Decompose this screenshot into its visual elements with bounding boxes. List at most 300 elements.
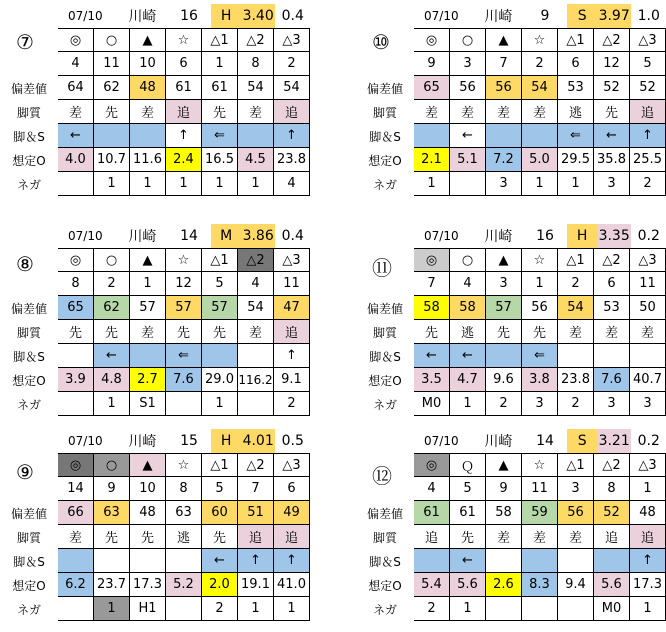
cell-nums: 5 [202, 477, 238, 501]
cell-leg: ↑ [274, 344, 310, 368]
row-label-dev: 偏差値 [10, 506, 47, 521]
cell-nums: 3 [558, 477, 594, 501]
row-label-dev: 偏差値 [366, 301, 403, 316]
cell-nums: 6 [274, 477, 310, 501]
race-date: 07/10 [68, 434, 103, 448]
cell-odds: 5.0 [522, 148, 558, 172]
cell-nums: 9 [486, 477, 522, 501]
row-label-dev: 偏差値 [366, 81, 403, 96]
row-label-nega: ネガ [372, 602, 397, 617]
entry-count: 15 [180, 433, 198, 449]
cell-nums: 7 [414, 272, 450, 296]
cell-nega: 1 [450, 392, 486, 416]
cell-marks: △2 [238, 248, 274, 272]
cell-marks: ▲ [486, 28, 522, 52]
cell-style: 差 [486, 100, 522, 124]
cell-dev: 62 [94, 76, 130, 100]
cell-nega [486, 597, 522, 621]
cell-dev: 51 [238, 501, 274, 525]
race-number: ⑩ [372, 30, 390, 54]
race-grade: H [211, 4, 240, 28]
row-label-dev: 偏差値 [10, 81, 47, 96]
cell-marks: ▲ [130, 453, 166, 477]
cell-dev: 60 [202, 501, 238, 525]
cell-dev: 57 [166, 296, 202, 320]
race-track: 川崎 [484, 229, 513, 245]
cell-nega: 1 [94, 597, 130, 621]
cell-marks: ▲ [130, 28, 166, 52]
cell-leg [130, 344, 166, 368]
cell-nega: M0 [594, 597, 630, 621]
race-date: 07/10 [68, 9, 103, 23]
cell-nega: S1 [130, 392, 166, 416]
row-marks [356, 248, 666, 272]
cell-marks: ▲ [130, 248, 166, 272]
cell-nega: 3 [522, 392, 558, 416]
cell-style: 追 [274, 100, 310, 124]
cell-nums: 4 [450, 272, 486, 296]
cell-marks: △3 [274, 248, 310, 272]
cell-dev: 54 [238, 76, 274, 100]
row-label-nums [356, 52, 414, 76]
cell-dev: 48 [630, 501, 666, 525]
race-date: 07/10 [424, 229, 459, 243]
cell-dev: 54 [238, 296, 274, 320]
race-ratio: 0.5 [281, 433, 304, 449]
cell-leg [486, 124, 522, 148]
row-odds [0, 148, 310, 172]
cell-odds: 7.6 [594, 368, 630, 392]
cell-dev: 61 [450, 501, 486, 525]
race-number: ⑧ [16, 252, 34, 276]
cell-leg [486, 549, 522, 573]
row-dev [0, 501, 310, 525]
cell-dev: 52 [594, 501, 630, 525]
cell-odds: 29.0 [202, 368, 238, 392]
cell-style: 差 [58, 100, 94, 124]
cell-odds: 2.6 [486, 573, 522, 597]
race-score: 3.35 [597, 224, 632, 248]
cell-style: 逃 [558, 100, 594, 124]
cell-marks: ☆ [522, 248, 558, 272]
race-grade: S [567, 429, 596, 453]
cell-nega [166, 597, 202, 621]
cell-nega [450, 172, 486, 196]
cell-odds: 4.8 [94, 368, 130, 392]
cell-nega [58, 392, 94, 416]
cell-marks: ◎ [414, 28, 450, 52]
row-label-nega: ネガ [372, 177, 397, 192]
cell-style: 差 [558, 525, 594, 549]
cell-leg [522, 549, 558, 573]
cell-style: 先 [202, 525, 238, 549]
row-leg [0, 344, 310, 368]
cell-nums: 11 [94, 52, 130, 76]
cell-nums: 10 [130, 52, 166, 76]
cell-nums: 8 [238, 52, 274, 76]
row-style [356, 525, 666, 549]
cell-dev: 56 [558, 501, 594, 525]
cell-dev: 49 [274, 501, 310, 525]
cell-marks: ☆ [166, 28, 202, 52]
row-dev [0, 76, 310, 100]
cell-marks: △3 [630, 248, 666, 272]
cell-nega [522, 597, 558, 621]
cell-style: 先 [202, 320, 238, 344]
cell-nega: 1 [94, 172, 130, 196]
cell-leg [58, 549, 94, 573]
race-header [0, 429, 310, 453]
cell-style: 先 [94, 100, 130, 124]
cell-leg [238, 124, 274, 148]
cell-odds: 35.8 [594, 148, 630, 172]
cell-nums: 11 [630, 272, 666, 296]
cell-odds: 11.6 [130, 148, 166, 172]
row-label-odds: 想定O [12, 373, 46, 388]
cell-style: 先 [58, 320, 94, 344]
cell-marks: △1 [202, 248, 238, 272]
row-marks [356, 28, 666, 52]
cell-odds: 25.5 [630, 148, 666, 172]
row-leg [0, 124, 310, 148]
row-dev [356, 501, 666, 525]
cell-nega: 2 [202, 597, 238, 621]
cell-nums: 1 [202, 52, 238, 76]
cell-dev: 57 [202, 296, 238, 320]
race-grade: S [567, 4, 596, 28]
row-nega [356, 392, 666, 416]
cell-nums: 6 [558, 52, 594, 76]
race-score: 4.01 [241, 429, 276, 453]
row-style [356, 100, 666, 124]
race-track: 川崎 [128, 229, 157, 245]
row-nums [0, 477, 310, 501]
race-ratio: 0.4 [281, 8, 304, 24]
race-score: 3.21 [597, 429, 632, 453]
cell-leg [558, 344, 594, 368]
cell-nums: 1 [630, 477, 666, 501]
cell-odds: 3.8 [522, 368, 558, 392]
cell-dev: 66 [58, 501, 94, 525]
row-label-odds: 想定O [12, 153, 46, 168]
cell-odds: 9.4 [558, 573, 594, 597]
cell-nums: 5 [630, 52, 666, 76]
cell-nums: 7 [486, 52, 522, 76]
row-label-nega: ネガ [16, 602, 41, 617]
cell-leg: ← [450, 549, 486, 573]
cell-odds: 4.5 [238, 148, 274, 172]
cell-odds: 19.1 [238, 573, 274, 597]
cell-marks: △3 [274, 28, 310, 52]
cell-style: 先 [594, 100, 630, 124]
cell-marks: ○ [94, 28, 130, 52]
cell-nega: 1 [238, 597, 274, 621]
cell-nums: 9 [94, 477, 130, 501]
row-label-nega: ネガ [372, 397, 397, 412]
cell-leg: ↑ [274, 124, 310, 148]
cell-nums: 4 [58, 52, 94, 76]
cell-odds: 116.2 [238, 368, 274, 392]
cell-nums: 2 [274, 52, 310, 76]
cell-nums: 12 [594, 52, 630, 76]
cell-marks: ▲ [486, 453, 522, 477]
cell-nega: 1 [202, 392, 238, 416]
cell-nums: 3 [450, 52, 486, 76]
cell-nega: 2 [414, 597, 450, 621]
row-label-dev: 偏差値 [10, 301, 47, 316]
row-label-dev: 偏差値 [366, 506, 403, 521]
row-marks [0, 453, 310, 477]
cell-style: 先 [94, 320, 130, 344]
cell-marks: △1 [558, 453, 594, 477]
cell-style: 追 [274, 320, 310, 344]
cell-odds: 3.9 [58, 368, 94, 392]
row-dev [356, 76, 666, 100]
cell-odds: 2.4 [166, 148, 202, 172]
race-ratio: 1.0 [637, 8, 660, 24]
cell-leg [130, 124, 166, 148]
cell-style: 追 [238, 525, 274, 549]
cell-style: 先 [414, 320, 450, 344]
cell-dev: 48 [130, 76, 166, 100]
row-nega [356, 172, 666, 196]
race-number: ⑨ [16, 460, 34, 484]
cell-leg: ⇐ [166, 344, 202, 368]
row-label-style: 脚質 [16, 325, 41, 340]
cell-nega: 4 [274, 172, 310, 196]
row-label-style: 脚質 [16, 530, 41, 545]
cell-dev: 47 [274, 296, 310, 320]
cell-nega: 3 [630, 392, 666, 416]
cell-nums: 11 [522, 477, 558, 501]
cell-dev: 58 [414, 296, 450, 320]
race-header [0, 4, 310, 28]
row-label-style: 脚質 [372, 105, 397, 120]
cell-marks: ☆ [522, 28, 558, 52]
cell-odds: 5.6 [594, 573, 630, 597]
cell-odds: 10.7 [94, 148, 130, 172]
cell-odds: 40.7 [630, 368, 666, 392]
cell-dev: 54 [558, 296, 594, 320]
cell-nega: 1 [450, 597, 486, 621]
entry-count: 9 [540, 8, 550, 24]
cell-nums: 10 [130, 477, 166, 501]
cell-odds: 7.2 [486, 148, 522, 172]
cell-dev: 58 [486, 501, 522, 525]
race-panel-r7 [0, 4, 310, 196]
cell-nega [166, 392, 202, 416]
cell-leg [94, 124, 130, 148]
cell-dev: 59 [522, 501, 558, 525]
cell-leg [238, 344, 274, 368]
cell-dev: 64 [58, 76, 94, 100]
cell-odds: 4.7 [450, 368, 486, 392]
cell-dev: 57 [486, 296, 522, 320]
cell-leg: ← [414, 344, 450, 368]
cell-marks: △3 [274, 453, 310, 477]
cell-style: 差 [558, 320, 594, 344]
row-nums [0, 272, 310, 296]
cell-nega: H1 [130, 597, 166, 621]
cell-odds: 5.6 [450, 573, 486, 597]
cell-odds: 3.5 [414, 368, 450, 392]
cell-style: 差 [130, 320, 166, 344]
cell-dev: 58 [450, 296, 486, 320]
row-label-leg: 脚＆S [369, 349, 401, 364]
row-leg [356, 124, 666, 148]
row-style [0, 320, 310, 344]
cell-leg: ↑ [630, 549, 666, 573]
row-label-nums [0, 52, 58, 76]
cell-marks: △1 [202, 28, 238, 52]
cell-dev: 50 [630, 296, 666, 320]
row-label-style: 脚質 [372, 325, 397, 340]
cell-leg [414, 124, 450, 148]
cell-dev: 52 [630, 76, 666, 100]
cell-nega: 3 [594, 392, 630, 416]
cell-marks: ○ [450, 248, 486, 272]
race-score: 3.40 [241, 4, 276, 28]
cell-nega: 1 [238, 172, 274, 196]
cell-dev: 65 [58, 296, 94, 320]
cell-style: 先 [94, 525, 130, 549]
cell-dev: 65 [414, 76, 450, 100]
race-number: ⑦ [16, 30, 34, 54]
cell-nums: 12 [166, 272, 202, 296]
cell-dev: 61 [166, 76, 202, 100]
cell-nega: 2 [558, 392, 594, 416]
race-ratio: 0.2 [637, 433, 660, 449]
row-leg [356, 549, 666, 573]
row-style [0, 525, 310, 549]
cell-marks: ◎ [414, 248, 450, 272]
cell-leg: ↑ [630, 124, 666, 148]
row-dev [356, 296, 666, 320]
cell-leg: ← [450, 124, 486, 148]
cell-leg [486, 344, 522, 368]
race-track: 川崎 [128, 434, 157, 450]
cell-dev: 62 [94, 296, 130, 320]
cell-dev: 48 [130, 501, 166, 525]
cell-style: 逃 [450, 320, 486, 344]
race-track: 川崎 [484, 9, 513, 25]
race-grade: H [567, 224, 596, 248]
race-track: 川崎 [128, 9, 157, 25]
cell-nega: 1 [94, 392, 130, 416]
row-label-nega: ネガ [16, 397, 41, 412]
cell-dev: 56 [486, 76, 522, 100]
row-label-odds: 想定O [368, 578, 402, 593]
row-label-leg: 脚＆S [13, 349, 45, 364]
cell-nega: M0 [414, 392, 450, 416]
cell-leg [94, 549, 130, 573]
cell-style: 先 [202, 100, 238, 124]
race-panel-r10 [356, 4, 666, 196]
cell-odds: 7.6 [166, 368, 202, 392]
cell-style: 差 [486, 525, 522, 549]
entry-count: 14 [536, 433, 554, 449]
cell-odds: 2.1 [414, 148, 450, 172]
row-label-leg: 脚＆S [369, 554, 401, 569]
cell-odds: 17.3 [630, 573, 666, 597]
cell-odds: 2.7 [130, 368, 166, 392]
cell-leg [58, 344, 94, 368]
row-label-leg: 脚＆S [369, 129, 401, 144]
cell-odds: 9.1 [274, 368, 310, 392]
cell-leg: ⇐ [202, 124, 238, 148]
cell-leg: ← [450, 344, 486, 368]
cell-odds: 4.0 [58, 148, 94, 172]
cell-odds: 17.3 [130, 573, 166, 597]
cell-marks: △2 [594, 248, 630, 272]
race-grade: H [211, 429, 240, 453]
row-odds [356, 148, 666, 172]
entry-count: 14 [180, 228, 198, 244]
row-nums [356, 52, 666, 76]
cell-marks: △2 [238, 453, 274, 477]
cell-style: 差 [522, 100, 558, 124]
race-number: ⑪ [372, 256, 392, 280]
row-odds [0, 573, 310, 597]
cell-nums: 5 [202, 272, 238, 296]
row-label-style: 脚質 [16, 105, 41, 120]
cell-leg [522, 124, 558, 148]
cell-odds: 23.8 [274, 148, 310, 172]
cell-nega: 1 [130, 172, 166, 196]
cell-nega: 3 [486, 172, 522, 196]
cell-nums: 7 [238, 477, 274, 501]
cell-leg: ⇐ [522, 344, 558, 368]
race-panel-r12 [356, 429, 666, 621]
cell-odds: 8.3 [522, 573, 558, 597]
cell-nega: 1 [630, 597, 666, 621]
cell-nega: 1 [522, 172, 558, 196]
race-panel-r9 [0, 429, 310, 621]
cell-nega [58, 172, 94, 196]
cell-nums: 4 [414, 477, 450, 501]
cell-leg [594, 344, 630, 368]
cell-style: 差 [630, 320, 666, 344]
cell-nega: 2 [630, 172, 666, 196]
cell-nega: 2 [274, 392, 310, 416]
row-odds [0, 368, 310, 392]
cell-leg: ↑ [238, 549, 274, 573]
row-nums [0, 52, 310, 76]
cell-nega: 1 [558, 172, 594, 196]
cell-dev: 57 [130, 296, 166, 320]
cell-nega: 1 [166, 172, 202, 196]
cell-marks: △2 [594, 453, 630, 477]
race-header [356, 4, 666, 28]
cell-dev: 61 [414, 501, 450, 525]
cell-dev: 56 [450, 76, 486, 100]
cell-nums: 14 [58, 477, 94, 501]
cell-nums: 11 [274, 272, 310, 296]
cell-nums: 6 [166, 52, 202, 76]
cell-nums: 4 [238, 272, 274, 296]
row-nums [356, 477, 666, 501]
cell-leg: ← [58, 124, 94, 148]
cell-marks: △3 [630, 453, 666, 477]
cell-nega: 1 [202, 172, 238, 196]
row-odds [356, 573, 666, 597]
cell-style: 先 [522, 320, 558, 344]
race-score: 3.86 [241, 224, 276, 248]
cell-nums: 6 [594, 272, 630, 296]
cell-leg: ← [594, 124, 630, 148]
cell-style: 先 [166, 320, 202, 344]
race-panel-r8 [0, 224, 310, 416]
